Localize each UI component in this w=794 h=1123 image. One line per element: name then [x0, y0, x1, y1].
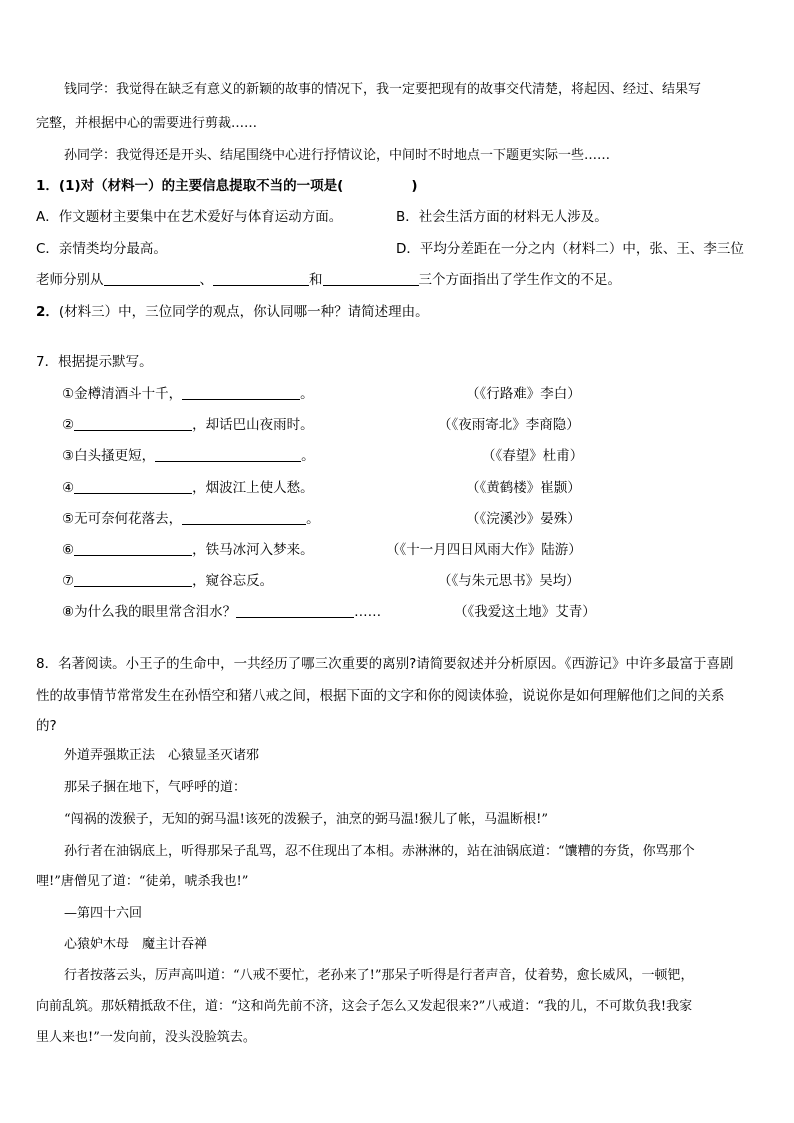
item-2-post: ，却话巴山夜雨时。	[192, 417, 314, 433]
recitation-item-6	[62, 540, 314, 560]
item-3-pre: ③白头搔更短，	[62, 448, 156, 464]
question-2-text: (材料三）中，三位同学的观点，你认同哪一种？请简述理由。	[58, 304, 429, 320]
option-c: C．亲情类均分最高。	[36, 241, 167, 257]
qian-paragraph-line1: 钱同学：我觉得在缺乏有意义的新颖的故事的情况下，我一定要把现有的故事交代清楚，将起因、经过、结果写	[64, 82, 702, 97]
question-7-title: 7．根据提示默写。	[36, 354, 153, 370]
item-6-pre: ⑥	[62, 542, 75, 558]
excerpt-line-2b: 哩!”唐僧见了道：“徒弟，唬杀我也!”	[36, 874, 249, 889]
q1-line2-d: 三个方面指出了学生作文的不足。	[418, 272, 621, 288]
answer-blank-2[interactable]	[213, 271, 309, 286]
excerpt-line-1: 那呆子捆在地下，气呼呼的道：	[64, 780, 247, 795]
item-6-source: （《十一月四日风雨大作》陆游）	[386, 542, 582, 558]
item-1-post: 。	[300, 386, 314, 402]
chapter-title-next: 心猿妒木母 魔主计吞禅	[64, 937, 208, 952]
excerpt-line-3a: 行者按落云头，厉声高叫道：“八戒不要忙，老孙来了!”那呆子听得是行者声音，仗着势，愈长威风，一顿钯，	[64, 968, 694, 983]
chapter-reference: —第四十六回	[64, 906, 143, 921]
item-7-blank[interactable]	[74, 572, 192, 587]
sun-paragraph: 孙同学：我觉得还是开头、结尾围绕中心进行抒情议论，中间时不时地点一下题更实际一些……	[64, 148, 611, 163]
item-3-post: 。	[301, 448, 315, 464]
item-5-source: （《浣溪沙》晏殊）	[466, 511, 581, 527]
item-8-pre: ⑧为什么我的眼里常含泪水？	[62, 604, 237, 620]
question-8-line3: 的?	[36, 718, 57, 734]
item-4-post: ，烟波江上使人愁。	[192, 480, 314, 496]
q1-line2-b: 、	[199, 272, 213, 288]
item-1-blank[interactable]	[182, 385, 300, 400]
excerpt-line-3b: 向前乱筑。那妖精抵敌不住，道：“这和尚先前不济，这会子怎么又发起很来?”八戒道：“我的儿，不可欺负我!我家	[36, 999, 693, 1014]
option-a: A．作文题材主要集中在艺术爱好与体育运动方面。	[36, 209, 343, 225]
question-1-stem-text: (1)对（材料一）的主要信息提取不当的一项是(	[58, 178, 344, 194]
item-2-source: （《夜雨寄北》李商隐）	[438, 417, 580, 433]
item-5-post: 。	[306, 511, 320, 527]
recitation-item-3	[62, 446, 315, 466]
recitation-item-2	[62, 415, 314, 435]
item-1-source: （《行路难》李白）	[466, 386, 581, 402]
item-1-pre: ①金樽清酒斗十千，	[62, 386, 183, 402]
question-8-line1: 8．名著阅读。小王子的生命中，一共经历了哪三次重要的离别?请简要叙述并分析原因。《西游记》中许多最富于喜剧	[36, 656, 734, 672]
question-2-number: 2．	[36, 304, 59, 320]
question-1-stem	[36, 176, 417, 196]
excerpt-line-2a: 孙行者在油锅底上，听得那呆子乱骂，忍不住现出了本相。赤淋淋的，站在油锅底道：“馕糟的夯货，你骂那个	[64, 844, 695, 859]
item-2-pre: ②	[62, 417, 75, 433]
recitation-item-7	[62, 571, 273, 591]
q1-line2-c: 和	[309, 272, 323, 288]
item-5-pre: ⑤无可奈何花落去，	[62, 511, 183, 527]
recitation-item-5	[62, 509, 320, 529]
recitation-item-8	[62, 602, 381, 622]
item-8-post: ……	[354, 604, 382, 620]
question-1-line2	[36, 270, 621, 290]
item-4-source: （《黄鹤楼》崔颢）	[466, 480, 581, 496]
item-3-blank[interactable]	[155, 447, 301, 462]
item-2-blank[interactable]	[74, 416, 192, 431]
item-6-blank[interactable]	[74, 541, 192, 556]
item-3-source: （《春望》杜甫）	[482, 448, 584, 464]
item-5-blank[interactable]	[182, 510, 306, 525]
option-b: B．社会生活方面的材料无人涉及。	[396, 209, 608, 225]
recitation-item-4	[62, 478, 314, 498]
chapter-title-46: 外道弄强欺正法 心猿显圣灭诸邪	[64, 748, 260, 763]
item-4-blank[interactable]	[74, 479, 192, 494]
item-7-post: ，窥谷忘反。	[192, 573, 274, 589]
item-4-pre: ④	[62, 480, 75, 496]
qian-paragraph-line2: 完整，并根据中心的需要进行剪裁……	[36, 116, 258, 131]
recitation-item-1	[62, 384, 314, 404]
question-8-line2: 性的故事情节常常发生在孙悟空和猪八戒之间，根据下面的文字和你的阅读体验，说说你是如何理解他们之间的关系	[36, 688, 725, 704]
excerpt-quote-1: “闯祸的泼猴子，无知的弼马温!该死的泼猴子，油烹的弼马温!猴儿了帐，马温断根!”	[64, 812, 548, 827]
item-8-source: （《我爱这土地》艾青）	[454, 604, 596, 620]
question-1-number: 1．	[36, 178, 59, 194]
question-2	[36, 302, 429, 322]
option-d: D．平均分差距在一分之内（材料二）中，张、王、李三位	[396, 241, 744, 257]
excerpt-line-3c: 里人来也!”一发向前，没头没脸筑去。	[36, 1030, 256, 1045]
q1-line2-a: 老师分别从	[36, 272, 104, 288]
answer-blank-3[interactable]	[323, 271, 419, 286]
question-1-stem-close: )	[411, 178, 418, 194]
answer-blank-1[interactable]	[104, 271, 200, 286]
item-7-pre: ⑦	[62, 573, 75, 589]
item-8-blank[interactable]	[236, 603, 354, 618]
item-6-post: ，铁马冰河入梦来。	[192, 542, 314, 558]
item-7-source: （《与朱元思书》吴均）	[438, 573, 580, 589]
